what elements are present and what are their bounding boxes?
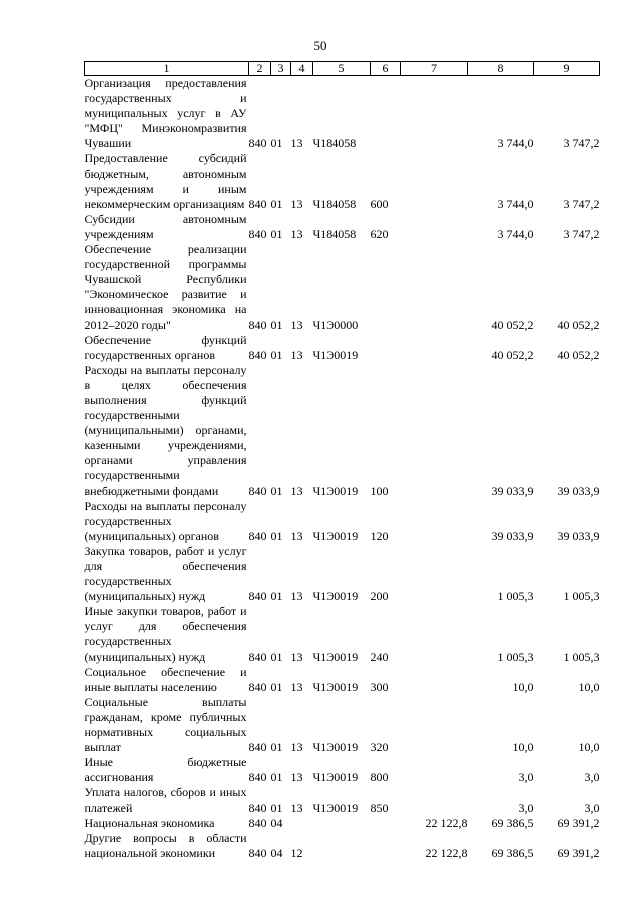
row-section-code: 01 xyxy=(270,226,283,241)
row-target-article: Ч1Э0019 xyxy=(312,649,359,664)
row-amount-col9: 3 747,2 xyxy=(563,136,600,151)
row-section-code: 01 xyxy=(270,589,283,604)
row-name: Национальная экономика xyxy=(84,815,215,830)
row-section-code: 01 xyxy=(270,483,283,498)
row-target-article xyxy=(313,816,371,831)
row-name: Социальное обеспечение и иные выплаты населению xyxy=(84,664,247,694)
row-ministry-code: 840 xyxy=(248,845,267,860)
row-amount-col8: 69 386,5 xyxy=(491,845,534,860)
row-amount-col9: 39 033,9 xyxy=(557,483,600,498)
row-amount-col9: 3,0 xyxy=(584,800,600,815)
row-amount-col8: 39 033,9 xyxy=(491,483,534,498)
table-header-row xyxy=(85,62,600,76)
row-ministry-code: 840 xyxy=(248,483,267,498)
row-target-article: Ч184058 xyxy=(312,226,357,241)
row-section-code: 01 xyxy=(270,136,283,151)
table-row xyxy=(85,363,600,499)
row-expense-type: 300 xyxy=(370,679,389,694)
row-expense-type: 100 xyxy=(370,483,389,498)
row-subsection-code: 13 xyxy=(290,136,303,151)
table-row xyxy=(85,665,600,695)
table-row xyxy=(85,151,600,211)
row-name: Расходы на выплаты персоналу в целях обеспечения выполнения функций государственными (муниципальными) органами, казенными учреждениями, органами управления государственными внебюджетными фондами xyxy=(84,362,247,498)
row-amount-col8: 40 052,2 xyxy=(491,317,534,332)
row-amount-col7 xyxy=(401,363,468,499)
row-target-article: Ч1Э0019 xyxy=(312,800,359,815)
row-expense-type: 620 xyxy=(370,226,389,241)
row-amount-col7 xyxy=(401,333,468,363)
row-amount-col7 xyxy=(401,499,468,544)
row-amount-col8: 3 744,0 xyxy=(497,136,534,151)
row-amount-col9: 3 747,2 xyxy=(563,196,600,211)
row-subsection-code: 13 xyxy=(290,800,303,815)
row-expense-type: 320 xyxy=(370,740,389,755)
row-subsection-code: 13 xyxy=(290,679,303,694)
column-header: 3 xyxy=(271,62,291,76)
row-ministry-code: 840 xyxy=(248,136,267,151)
table-row xyxy=(85,544,600,604)
row-expense-type: 240 xyxy=(370,649,389,664)
row-amount-col8: 1 005,3 xyxy=(497,649,534,664)
row-amount-col8: 69 386,5 xyxy=(491,815,534,830)
row-section-code: 01 xyxy=(270,347,283,362)
row-expense-type: 600 xyxy=(370,196,389,211)
row-name: Организация предоставления государственных и муниципальных услуг в АУ "МФЦ" Минэкономразвития Чувашии xyxy=(84,76,247,151)
row-name: Уплата налогов, сборов и иных платежей xyxy=(84,785,247,815)
row-subsection-code: 13 xyxy=(290,528,303,543)
row-expense-type xyxy=(371,76,401,152)
row-expense-type: 200 xyxy=(370,589,389,604)
table-row xyxy=(85,333,600,363)
row-section-code: 01 xyxy=(270,770,283,785)
row-section-code: 01 xyxy=(270,528,283,543)
row-amount-col7 xyxy=(401,76,468,152)
row-name: Обеспечение функций государственных органов xyxy=(84,332,247,362)
row-amount-col9: 1 005,3 xyxy=(563,589,600,604)
row-amount-col8: 39 033,9 xyxy=(491,528,534,543)
column-header: 4 xyxy=(291,62,313,76)
row-section-code: 01 xyxy=(270,649,283,664)
row-expense-type: 800 xyxy=(370,770,389,785)
row-name: Предоставление субсидий бюджетным, автономным учреждениям и иным некоммерческим организациям xyxy=(84,151,247,211)
table-row xyxy=(85,242,600,333)
row-name: Иные закупки товаров, работ и услуг для обеспечения государственных (муниципальных) нужд xyxy=(84,604,247,664)
row-amount-col8: 10,0 xyxy=(512,679,534,694)
row-expense-type xyxy=(371,831,401,861)
row-section-code: 01 xyxy=(270,679,283,694)
row-ministry-code: 840 xyxy=(248,679,267,694)
table-row xyxy=(85,831,600,861)
row-amount-col7: 22 122,8 xyxy=(425,815,468,830)
budget-table xyxy=(84,61,600,861)
row-target-article: Ч1Э0019 xyxy=(312,770,359,785)
row-name: Социальные выплаты гражданам, кроме публичных нормативных социальных выплат xyxy=(84,694,247,755)
table-row xyxy=(85,76,600,152)
row-amount-col7 xyxy=(401,212,468,242)
row-subsection-code: 13 xyxy=(290,770,303,785)
row-section-code: 01 xyxy=(270,196,283,211)
page-number: 50 xyxy=(313,38,327,53)
row-amount-col9: 69 391,2 xyxy=(557,815,600,830)
row-subsection-code: 13 xyxy=(290,649,303,664)
row-amount-col8: 1 005,3 xyxy=(497,589,534,604)
column-header: 2 xyxy=(249,62,271,76)
row-section-code: 01 xyxy=(270,740,283,755)
row-amount-col9: 3 747,2 xyxy=(563,226,600,241)
row-ministry-code: 840 xyxy=(248,589,267,604)
row-name: Другие вопросы в области национальной экономики xyxy=(84,830,247,860)
row-ministry-code: 840 xyxy=(248,649,267,664)
row-amount-col9: 10,0 xyxy=(578,679,600,694)
row-subsection-code: 12 xyxy=(290,845,303,860)
column-header: 6 xyxy=(371,62,401,76)
row-amount-col9: 40 052,2 xyxy=(557,317,600,332)
column-header: 5 xyxy=(313,62,371,76)
row-amount-col7: 22 122,8 xyxy=(425,845,468,860)
row-amount-col8: 3 744,0 xyxy=(497,226,534,241)
table-row xyxy=(85,755,600,785)
row-amount-col8: 3,0 xyxy=(518,770,534,785)
row-amount-col8: 3,0 xyxy=(518,800,534,815)
row-amount-col9: 40 052,2 xyxy=(557,347,600,362)
row-amount-col8: 10,0 xyxy=(512,740,534,755)
row-ministry-code: 840 xyxy=(248,196,267,211)
row-expense-type: 120 xyxy=(370,528,389,543)
row-amount-col9: 1 005,3 xyxy=(563,649,600,664)
row-amount-col7 xyxy=(401,755,468,785)
table-row xyxy=(85,695,600,755)
column-header: 8 xyxy=(468,62,534,76)
row-name: Иные бюджетные ассигнования xyxy=(84,755,247,785)
row-target-article: Ч1Э0019 xyxy=(312,679,359,694)
row-expense-type: 850 xyxy=(370,800,389,815)
row-name: Субсидии автономным учреждениям xyxy=(84,211,247,241)
row-name: Закупка товаров, работ и услуг для обеспечения государственных (муниципальных) нужд xyxy=(84,543,247,604)
row-name: Обеспечение реализации государственной программы Чувашской Республики "Экономическое развитие и инновационная экономика на 2012–2020 годы" xyxy=(84,242,247,332)
row-section-code: 01 xyxy=(270,800,283,815)
table-row xyxy=(85,499,600,544)
row-amount-col7 xyxy=(401,785,468,815)
row-amount-col9: 69 391,2 xyxy=(557,845,600,860)
row-amount-col7 xyxy=(401,604,468,664)
column-header: 9 xyxy=(534,62,600,76)
row-section-code: 04 xyxy=(270,815,283,830)
row-target-article: Ч184058 xyxy=(312,136,357,151)
row-amount-col9: 3,0 xyxy=(584,770,600,785)
row-target-article: Ч1Э0019 xyxy=(312,528,359,543)
row-ministry-code: 840 xyxy=(248,770,267,785)
row-subsection-code: 13 xyxy=(290,483,303,498)
row-expense-type xyxy=(371,242,401,333)
row-subsection-code xyxy=(291,816,313,831)
column-header: 1 xyxy=(85,62,249,76)
row-target-article: Ч1Э0019 xyxy=(312,347,359,362)
column-header: 7 xyxy=(401,62,468,76)
row-amount-col7 xyxy=(401,151,468,211)
row-subsection-code: 13 xyxy=(290,589,303,604)
table-row xyxy=(85,604,600,664)
row-ministry-code: 840 xyxy=(248,740,267,755)
row-subsection-code: 13 xyxy=(290,740,303,755)
row-expense-type xyxy=(371,333,401,363)
table-row xyxy=(85,785,600,815)
row-subsection-code: 13 xyxy=(290,226,303,241)
row-amount-col7 xyxy=(401,665,468,695)
row-subsection-code: 13 xyxy=(290,196,303,211)
row-name: Расходы на выплаты персоналу государственных (муниципальных) органов xyxy=(84,498,247,543)
row-ministry-code: 840 xyxy=(248,317,267,332)
row-section-code: 01 xyxy=(270,317,283,332)
row-target-article: Ч1Э0019 xyxy=(312,589,359,604)
row-target-article: Ч1Э0019 xyxy=(312,740,359,755)
row-amount-col7 xyxy=(401,242,468,333)
row-amount-col9: 10,0 xyxy=(578,740,600,755)
row-target-article xyxy=(313,831,371,861)
row-ministry-code: 840 xyxy=(248,226,267,241)
row-expense-type xyxy=(371,816,401,831)
row-amount-col8: 3 744,0 xyxy=(497,196,534,211)
row-subsection-code: 13 xyxy=(290,317,303,332)
row-amount-col7 xyxy=(401,695,468,755)
row-target-article: Ч1Э0019 xyxy=(312,483,359,498)
row-target-article: Ч1Э0000 xyxy=(312,317,359,332)
row-amount-col8: 40 052,2 xyxy=(491,347,534,362)
table-row xyxy=(85,212,600,242)
row-ministry-code: 840 xyxy=(248,815,267,830)
table-row xyxy=(85,816,600,831)
row-ministry-code: 840 xyxy=(248,800,267,815)
row-amount-col9: 39 033,9 xyxy=(557,528,600,543)
row-amount-col7 xyxy=(401,544,468,604)
row-target-article: Ч184058 xyxy=(312,196,357,211)
row-section-code: 04 xyxy=(270,845,283,860)
row-subsection-code: 13 xyxy=(290,347,303,362)
row-ministry-code: 840 xyxy=(248,347,267,362)
row-ministry-code: 840 xyxy=(248,528,267,543)
